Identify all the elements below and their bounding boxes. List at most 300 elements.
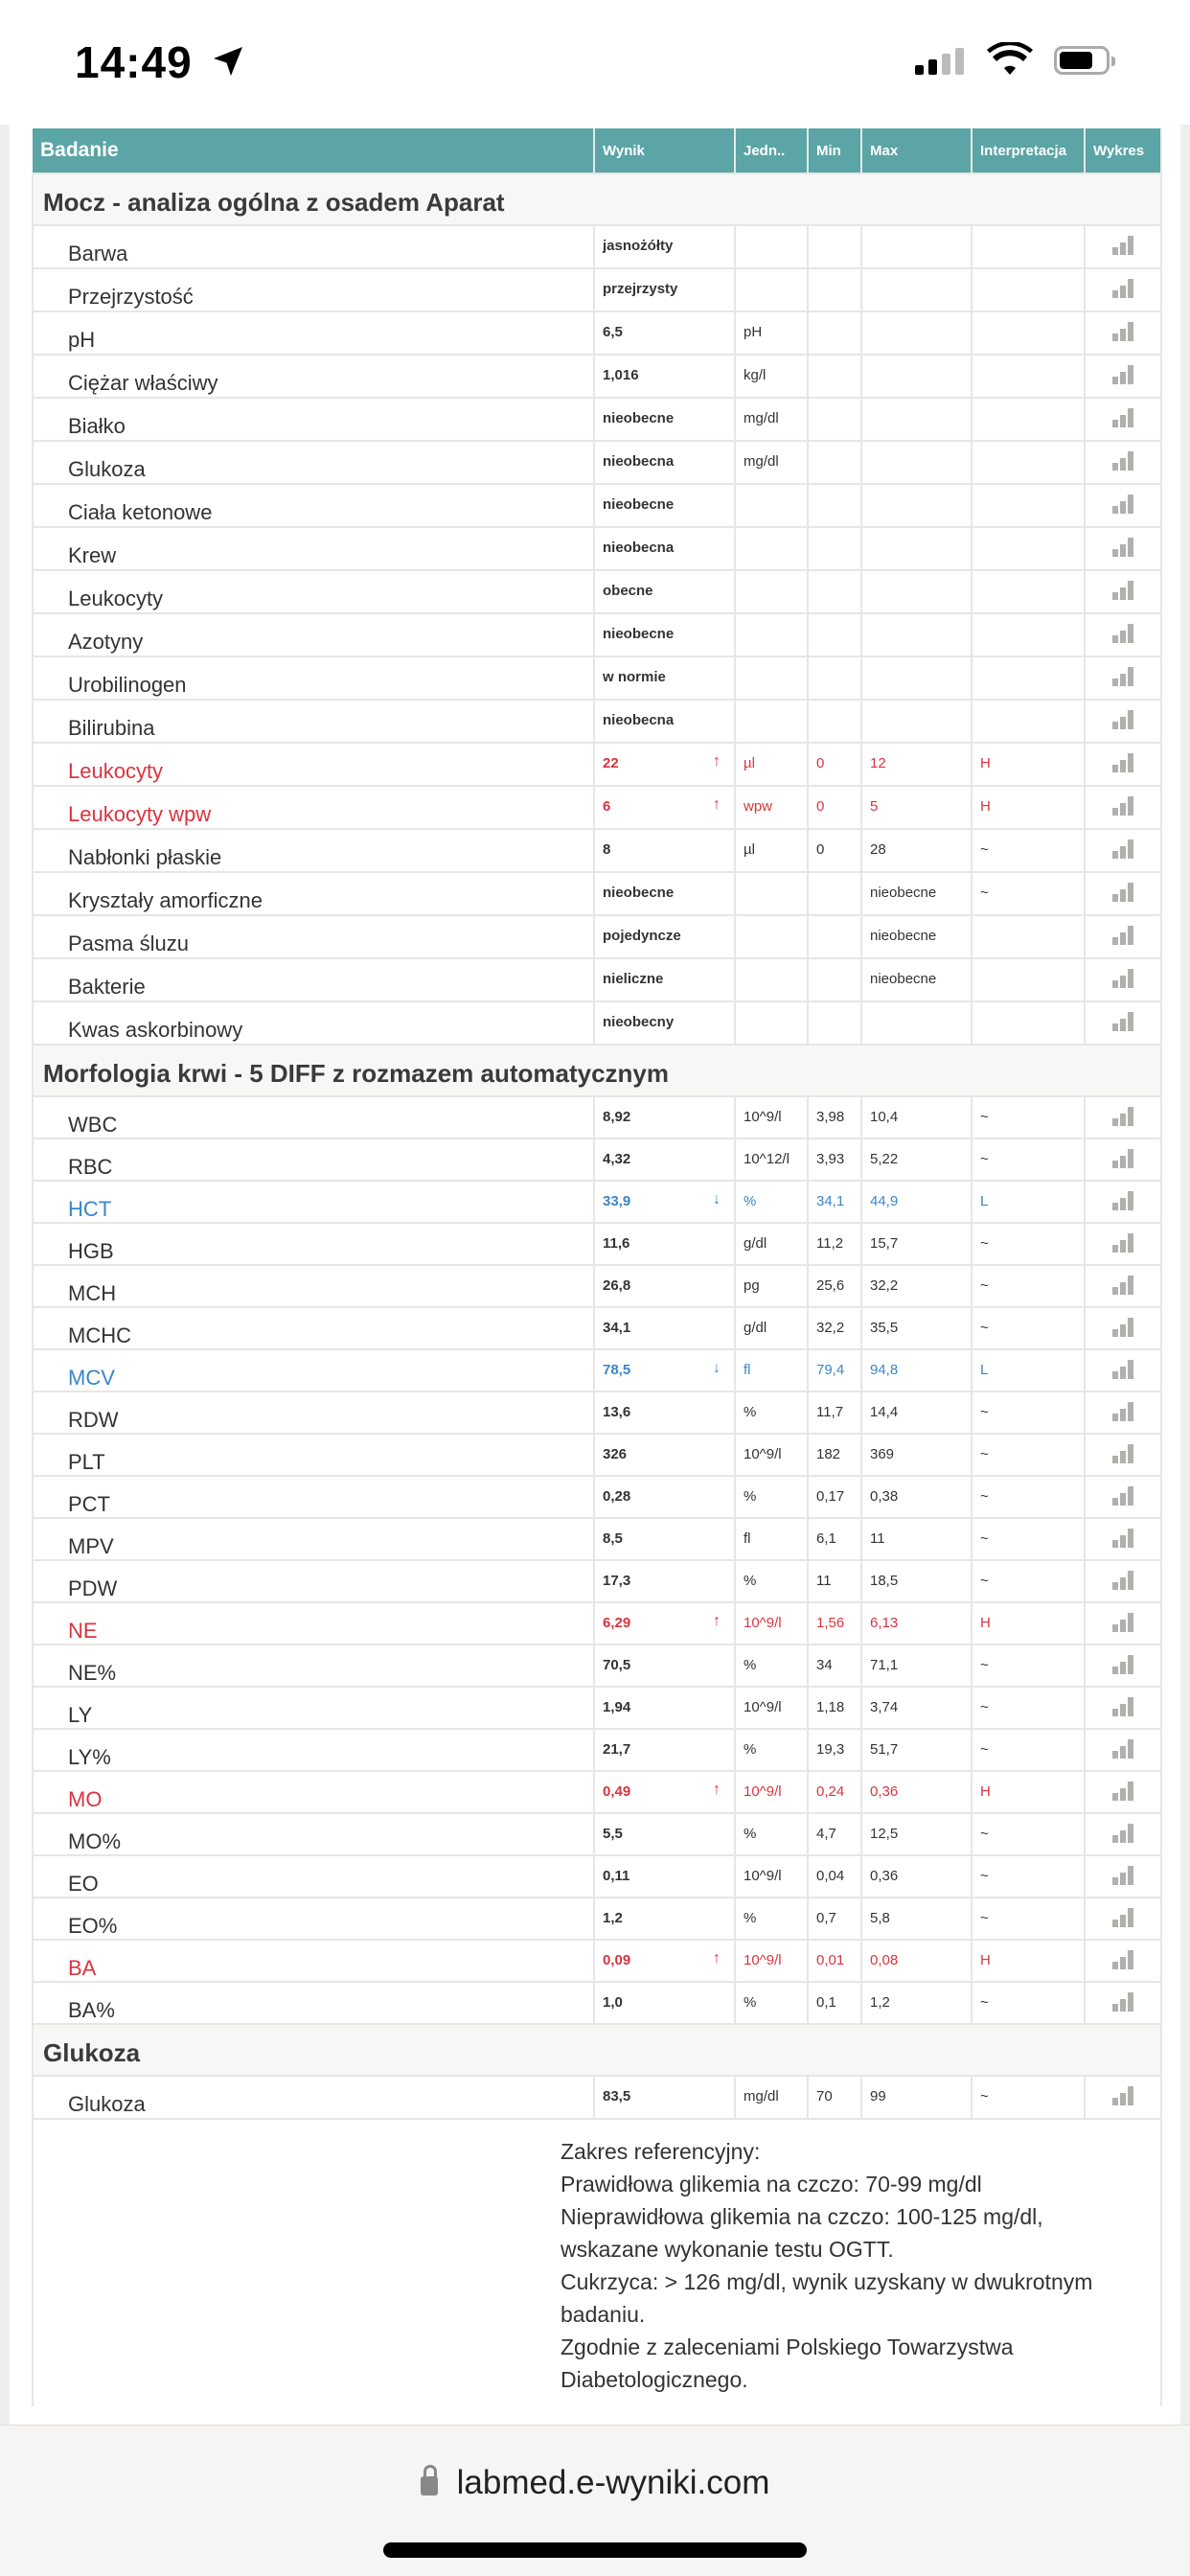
- table-row: [33, 1855, 1161, 1898]
- bar-chart-icon[interactable]: [1093, 624, 1153, 643]
- max-value: 18,5: [861, 1560, 972, 1602]
- chart-cell[interactable]: [1085, 570, 1161, 613]
- result-value: [594, 743, 735, 786]
- bar-chart-icon[interactable]: [1093, 1402, 1153, 1421]
- table-row: [33, 1982, 1161, 2024]
- max-value: 369: [861, 1434, 972, 1476]
- min-value: [808, 441, 861, 484]
- wifi-icon: [987, 42, 1033, 77]
- bar-chart-icon[interactable]: [1093, 1107, 1153, 1126]
- max-value: [861, 484, 972, 527]
- unit: g/dl: [735, 1307, 808, 1349]
- chart-cell[interactable]: [1085, 2076, 1161, 2119]
- max-value: [861, 527, 972, 570]
- table-row: [33, 613, 1161, 656]
- result-value-text: 0,49: [603, 1783, 631, 1800]
- min-value: 3,98: [808, 1096, 861, 1138]
- bar-chart-icon[interactable]: [1093, 1782, 1153, 1801]
- min-value: 11,7: [808, 1392, 861, 1434]
- interpretation: L: [972, 1349, 1085, 1392]
- test-name: Kwas askorbinowy: [33, 1001, 594, 1045]
- bar-chart-icon[interactable]: [1093, 1149, 1153, 1168]
- unit: 10^9/l: [735, 1940, 808, 1982]
- unit: fl: [735, 1518, 808, 1560]
- bar-chart-icon[interactable]: [1093, 1739, 1153, 1759]
- interpretation: ~: [972, 1096, 1085, 1138]
- chart-cell[interactable]: [1085, 700, 1161, 743]
- result-value-text: obecne: [603, 583, 653, 599]
- chart-cell[interactable]: [1085, 1602, 1161, 1644]
- max-value: 44,9: [861, 1181, 972, 1223]
- interpretation: [972, 484, 1085, 527]
- test-name: RBC: [33, 1138, 594, 1181]
- bar-chart-icon[interactable]: [1093, 667, 1153, 686]
- interpretation: [972, 570, 1085, 613]
- column-header-badanie: Badanie: [33, 128, 594, 173]
- chart-cell[interactable]: [1085, 1518, 1161, 1560]
- bar-chart-icon[interactable]: [1093, 1233, 1153, 1253]
- chart-cell[interactable]: [1085, 1096, 1161, 1138]
- test-name: LY%: [33, 1729, 594, 1771]
- test-name: EO%: [33, 1898, 594, 1940]
- chart-cell[interactable]: [1085, 527, 1161, 570]
- chart-cell[interactable]: [1085, 786, 1161, 829]
- table-row: [33, 829, 1161, 872]
- chart-cell[interactable]: [1085, 743, 1161, 786]
- result-value: [594, 1518, 735, 1560]
- chart-cell[interactable]: [1085, 958, 1161, 1001]
- interpretation: ~: [972, 1560, 1085, 1602]
- min-value: [808, 527, 861, 570]
- result-value: [594, 1096, 735, 1138]
- test-name: MO%: [33, 1813, 594, 1855]
- chart-cell[interactable]: [1085, 1644, 1161, 1687]
- chart-cell[interactable]: [1085, 1265, 1161, 1307]
- unit: 10^9/l: [735, 1602, 808, 1644]
- unit: mg/dl: [735, 441, 808, 484]
- bar-chart-icon[interactable]: [1093, 1276, 1153, 1295]
- bar-chart-icon[interactable]: [1093, 2086, 1153, 2105]
- bar-chart-icon[interactable]: [1093, 365, 1153, 384]
- interpretation: H: [972, 1602, 1085, 1644]
- test-name: LY: [33, 1687, 594, 1729]
- unit: pg: [735, 1265, 808, 1307]
- chart-cell[interactable]: [1085, 268, 1161, 311]
- section-header: [33, 2024, 1161, 2076]
- result-value-text: 8,5: [603, 1530, 623, 1547]
- test-name: MCHC: [33, 1307, 594, 1349]
- result-value-text: nieobecne: [603, 410, 675, 426]
- chart-cell[interactable]: [1085, 398, 1161, 441]
- unit: %: [735, 1560, 808, 1602]
- unit: %: [735, 1898, 808, 1940]
- min-value: 0: [808, 829, 861, 872]
- chart-cell[interactable]: [1085, 872, 1161, 915]
- home-indicator[interactable]: [383, 2542, 807, 2558]
- bar-chart-icon[interactable]: [1093, 1824, 1153, 1843]
- chart-cell[interactable]: [1085, 1898, 1161, 1940]
- test-name: Leukocyty wpw: [33, 786, 594, 829]
- chart-cell[interactable]: [1085, 656, 1161, 700]
- max-value: 32,2: [861, 1265, 972, 1307]
- result-value-text: przejrzysty: [603, 281, 678, 297]
- table-row: [33, 1644, 1161, 1687]
- bar-chart-icon[interactable]: [1093, 1697, 1153, 1716]
- unit: %: [735, 1392, 808, 1434]
- result-value: [594, 1898, 735, 1940]
- min-value: [808, 958, 861, 1001]
- result-value-text: nieobecne: [603, 885, 675, 901]
- chart-cell[interactable]: [1085, 1982, 1161, 2024]
- chart-cell[interactable]: [1085, 225, 1161, 268]
- bar-chart-icon[interactable]: [1093, 322, 1153, 341]
- chart-cell[interactable]: [1085, 829, 1161, 872]
- unit: [735, 915, 808, 958]
- chart-cell[interactable]: [1085, 441, 1161, 484]
- table-row: [33, 1560, 1161, 1602]
- test-name: Ciała ketonowe: [33, 484, 594, 527]
- test-name: HCT: [33, 1181, 594, 1223]
- result-value-text: nieobecna: [603, 712, 675, 728]
- result-value-text: jasnożółty: [603, 238, 674, 254]
- bar-chart-icon[interactable]: [1093, 1360, 1153, 1379]
- section-header: [33, 1045, 1161, 1096]
- table-row: [33, 1223, 1161, 1265]
- test-name: Kryształy amorficzne: [33, 872, 594, 915]
- table-row: [33, 1771, 1161, 1813]
- interpretation: [972, 311, 1085, 355]
- max-value: 0,36: [861, 1771, 972, 1813]
- chart-cell[interactable]: [1085, 613, 1161, 656]
- reference-note-row: [33, 2119, 1161, 2406]
- chart-cell[interactable]: [1085, 1476, 1161, 1518]
- result-value-text: nieobecny: [603, 1014, 675, 1030]
- max-value: 51,7: [861, 1729, 972, 1771]
- interpretation: ~: [972, 1434, 1085, 1476]
- max-value: 12: [861, 743, 972, 786]
- max-value: 71,1: [861, 1644, 972, 1687]
- bar-chart-icon[interactable]: [1093, 494, 1153, 514]
- table-row: [33, 1729, 1161, 1771]
- bar-chart-icon[interactable]: [1093, 1486, 1153, 1506]
- interpretation: ~: [972, 829, 1085, 872]
- min-value: 4,7: [808, 1813, 861, 1855]
- result-value: [594, 1940, 735, 1982]
- min-value: 6,1: [808, 1518, 861, 1560]
- result-value-text: 21,7: [603, 1741, 631, 1758]
- note-line: Cukrzyca: > 126 mg/dl, wynik uzyskany w dwukrotnym badaniu.: [561, 2269, 1093, 2327]
- test-name: HGB: [33, 1223, 594, 1265]
- chart-cell[interactable]: [1085, 1940, 1161, 1982]
- bar-chart-icon[interactable]: [1093, 969, 1153, 988]
- max-value: [861, 656, 972, 700]
- result-value-text: 78,5: [603, 1362, 631, 1378]
- result-value: [594, 1687, 735, 1729]
- max-value: 10,4: [861, 1096, 972, 1138]
- test-name: PCT: [33, 1476, 594, 1518]
- result-value-text: w normie: [603, 669, 666, 685]
- chart-cell[interactable]: [1085, 1307, 1161, 1349]
- test-name: Glukoza: [33, 2076, 594, 2119]
- bar-chart-icon[interactable]: [1093, 1318, 1153, 1337]
- interpretation: [972, 915, 1085, 958]
- bar-chart-icon[interactable]: [1093, 710, 1153, 729]
- min-value: 32,2: [808, 1307, 861, 1349]
- unit: %: [735, 1181, 808, 1223]
- chart-cell[interactable]: [1085, 1813, 1161, 1855]
- min-value: [808, 656, 861, 700]
- min-value: 70: [808, 2076, 861, 2119]
- section-title: Morfologia krwi - 5 DIFF z rozmazem automatycznym: [33, 1045, 1161, 1096]
- cellular-signal-icon: [915, 48, 964, 75]
- min-value: [808, 700, 861, 743]
- bar-chart-icon[interactable]: [1093, 1866, 1153, 1885]
- result-value-text: pojedyncze: [603, 928, 681, 944]
- section-title: Mocz - analiza ogólna z osadem Aparat: [33, 173, 1161, 225]
- interpretation: ~: [972, 1855, 1085, 1898]
- max-value: nieobecne: [861, 915, 972, 958]
- interpretation: ~: [972, 1898, 1085, 1940]
- chart-cell[interactable]: [1085, 484, 1161, 527]
- arrow-up-icon: ↑: [713, 1950, 721, 1966]
- unit: µl: [735, 829, 808, 872]
- bar-chart-icon[interactable]: [1093, 796, 1153, 816]
- test-name: RDW: [33, 1392, 594, 1434]
- chart-cell[interactable]: [1085, 1771, 1161, 1813]
- battery-icon: [1054, 46, 1110, 75]
- result-value-text: 83,5: [603, 2088, 631, 2104]
- result-value: [594, 1771, 735, 1813]
- result-value-text: 13,6: [603, 1404, 631, 1420]
- url-text[interactable]: labmed.e-wyniki.com: [456, 2464, 770, 2501]
- result-value: [594, 1434, 735, 1476]
- max-value: [861, 613, 972, 656]
- max-value: 12,5: [861, 1813, 972, 1855]
- result-value: [594, 355, 735, 398]
- bar-chart-icon[interactable]: [1093, 883, 1153, 902]
- result-value: [594, 268, 735, 311]
- result-value-text: 1,2: [603, 1910, 623, 1926]
- chart-cell[interactable]: [1085, 1349, 1161, 1392]
- table-row: [33, 1602, 1161, 1644]
- bar-chart-icon[interactable]: [1093, 1655, 1153, 1674]
- unit: [735, 958, 808, 1001]
- result-value: [594, 656, 735, 700]
- bar-chart-icon[interactable]: [1093, 1992, 1153, 2012]
- min-value: 79,4: [808, 1349, 861, 1392]
- table-row: [33, 355, 1161, 398]
- interpretation: H: [972, 1940, 1085, 1982]
- result-value: [594, 570, 735, 613]
- result-value: [594, 1223, 735, 1265]
- bar-chart-icon[interactable]: [1093, 451, 1153, 471]
- table-row: [33, 441, 1161, 484]
- unit: 10^9/l: [735, 1687, 808, 1729]
- bar-chart-icon[interactable]: [1093, 236, 1153, 255]
- column-header-wynik: Wynik: [594, 128, 735, 173]
- bar-chart-icon[interactable]: [1093, 1908, 1153, 1927]
- result-value-text: nieobecne: [603, 626, 675, 642]
- min-value: 0,7: [808, 1898, 861, 1940]
- max-value: 1,2: [861, 1982, 972, 2024]
- bar-chart-icon[interactable]: [1093, 1444, 1153, 1463]
- result-value: [594, 2076, 735, 2119]
- table-row: [33, 1813, 1161, 1855]
- result-value: [594, 1001, 735, 1045]
- table-row: [33, 1940, 1161, 1982]
- result-value-text: 4,32: [603, 1151, 631, 1167]
- bar-chart-icon[interactable]: [1093, 538, 1153, 557]
- unit: %: [735, 1644, 808, 1687]
- test-name: MCV: [33, 1349, 594, 1392]
- min-value: [808, 225, 861, 268]
- unit: 10^9/l: [735, 1096, 808, 1138]
- interpretation: [972, 958, 1085, 1001]
- chart-cell[interactable]: [1085, 1687, 1161, 1729]
- max-value: [861, 398, 972, 441]
- result-value-text: 6,5: [603, 324, 623, 340]
- result-value-text: 17,3: [603, 1573, 631, 1589]
- bar-chart-icon[interactable]: [1093, 926, 1153, 945]
- chart-cell[interactable]: [1085, 1001, 1161, 1045]
- interpretation: [972, 656, 1085, 700]
- unit: [735, 225, 808, 268]
- min-value: 0,04: [808, 1855, 861, 1898]
- table-row: [33, 1392, 1161, 1434]
- min-value: [808, 398, 861, 441]
- bar-chart-icon[interactable]: [1093, 840, 1153, 859]
- column-header-jednostka: Jedn..: [735, 128, 808, 173]
- unit: mg/dl: [735, 2076, 808, 2119]
- note-line: Nieprawidłowa glikemia na czczo: 100-125 mg/dl, wskazane wykonanie testu OGTT.: [561, 2204, 1043, 2262]
- bar-chart-icon[interactable]: [1093, 581, 1153, 600]
- unit: [735, 613, 808, 656]
- result-value-text: 326: [603, 1446, 628, 1462]
- min-value: 19,3: [808, 1729, 861, 1771]
- result-value: [594, 225, 735, 268]
- interpretation: ~: [972, 872, 1085, 915]
- min-value: 25,6: [808, 1265, 861, 1307]
- chart-cell[interactable]: [1085, 1560, 1161, 1602]
- interpretation: [972, 700, 1085, 743]
- chart-cell[interactable]: [1085, 1181, 1161, 1223]
- bar-chart-icon[interactable]: [1093, 1191, 1153, 1210]
- interpretation: [972, 1001, 1085, 1045]
- result-value: [594, 1982, 735, 2024]
- max-value: [861, 700, 972, 743]
- chart-cell[interactable]: [1085, 1855, 1161, 1898]
- test-name: BA: [33, 1940, 594, 1982]
- chart-cell[interactable]: [1085, 915, 1161, 958]
- result-value: [594, 915, 735, 958]
- min-value: 1,56: [808, 1602, 861, 1644]
- result-value-text: 8: [603, 841, 611, 858]
- test-name: Glukoza: [33, 441, 594, 484]
- bar-chart-icon[interactable]: [1093, 1529, 1153, 1548]
- unit: 10^9/l: [735, 1771, 808, 1813]
- unit: wpw: [735, 786, 808, 829]
- min-value: 0,17: [808, 1476, 861, 1518]
- unit: 10^9/l: [735, 1855, 808, 1898]
- column-header-interpretacja: Interpretacja: [972, 128, 1085, 173]
- table-row: [33, 225, 1161, 268]
- result-value: [594, 613, 735, 656]
- min-value: 0: [808, 743, 861, 786]
- min-value: [808, 268, 861, 311]
- chart-cell[interactable]: [1085, 1392, 1161, 1434]
- bar-chart-icon[interactable]: [1093, 753, 1153, 772]
- unit: pH: [735, 311, 808, 355]
- result-value: [594, 1392, 735, 1434]
- chart-cell[interactable]: [1085, 1434, 1161, 1476]
- test-name: Bakterie: [33, 958, 594, 1001]
- interpretation: ~: [972, 1223, 1085, 1265]
- table-row: [33, 1096, 1161, 1138]
- bar-chart-icon[interactable]: [1093, 279, 1153, 298]
- unit: [735, 570, 808, 613]
- table-row: [33, 1518, 1161, 1560]
- section-header: [33, 173, 1161, 225]
- max-value: 99: [861, 2076, 972, 2119]
- chart-cell[interactable]: [1085, 1729, 1161, 1771]
- bar-chart-icon[interactable]: [1093, 1613, 1153, 1632]
- chart-cell[interactable]: [1085, 1138, 1161, 1181]
- interpretation: ~: [972, 1265, 1085, 1307]
- chart-cell[interactable]: [1085, 311, 1161, 355]
- bar-chart-icon[interactable]: [1093, 408, 1153, 427]
- result-value-text: 0,28: [603, 1488, 631, 1505]
- table-row: [33, 1138, 1161, 1181]
- test-name: MPV: [33, 1518, 594, 1560]
- interpretation: ~: [972, 1687, 1085, 1729]
- min-value: 182: [808, 1434, 861, 1476]
- column-header-max: Max: [861, 128, 972, 173]
- table-row: [33, 1898, 1161, 1940]
- interpretation: ~: [972, 1476, 1085, 1518]
- unit: 10^12/l: [735, 1138, 808, 1181]
- bar-chart-icon[interactable]: [1093, 1571, 1153, 1590]
- result-value-text: 70,5: [603, 1657, 631, 1673]
- table-row: [33, 1181, 1161, 1223]
- bar-chart-icon[interactable]: [1093, 1950, 1153, 1969]
- test-name: MCH: [33, 1265, 594, 1307]
- result-value-text: 11,6: [603, 1235, 630, 1252]
- browser-address-bar[interactable]: [0, 2425, 1190, 2576]
- interpretation: H: [972, 786, 1085, 829]
- test-name: Bilirubina: [33, 700, 594, 743]
- chart-cell[interactable]: [1085, 355, 1161, 398]
- test-name: NE: [33, 1602, 594, 1644]
- unit: g/dl: [735, 1223, 808, 1265]
- interpretation: [972, 398, 1085, 441]
- result-value: [594, 829, 735, 872]
- interpretation: [972, 613, 1085, 656]
- max-value: 5: [861, 786, 972, 829]
- interpretation: ~: [972, 1813, 1085, 1855]
- result-value: [594, 1265, 735, 1307]
- arrow-up-icon: ↑: [713, 753, 721, 770]
- result-value-text: 6: [603, 798, 611, 815]
- max-value: nieobecne: [861, 872, 972, 915]
- interpretation: ~: [972, 2076, 1085, 2119]
- result-value: [594, 1729, 735, 1771]
- result-value: [594, 311, 735, 355]
- chart-cell[interactable]: [1085, 1223, 1161, 1265]
- min-value: [808, 915, 861, 958]
- arrow-up-icon: ↑: [713, 796, 721, 813]
- bar-chart-icon[interactable]: [1093, 1012, 1153, 1031]
- result-value: [594, 1560, 735, 1602]
